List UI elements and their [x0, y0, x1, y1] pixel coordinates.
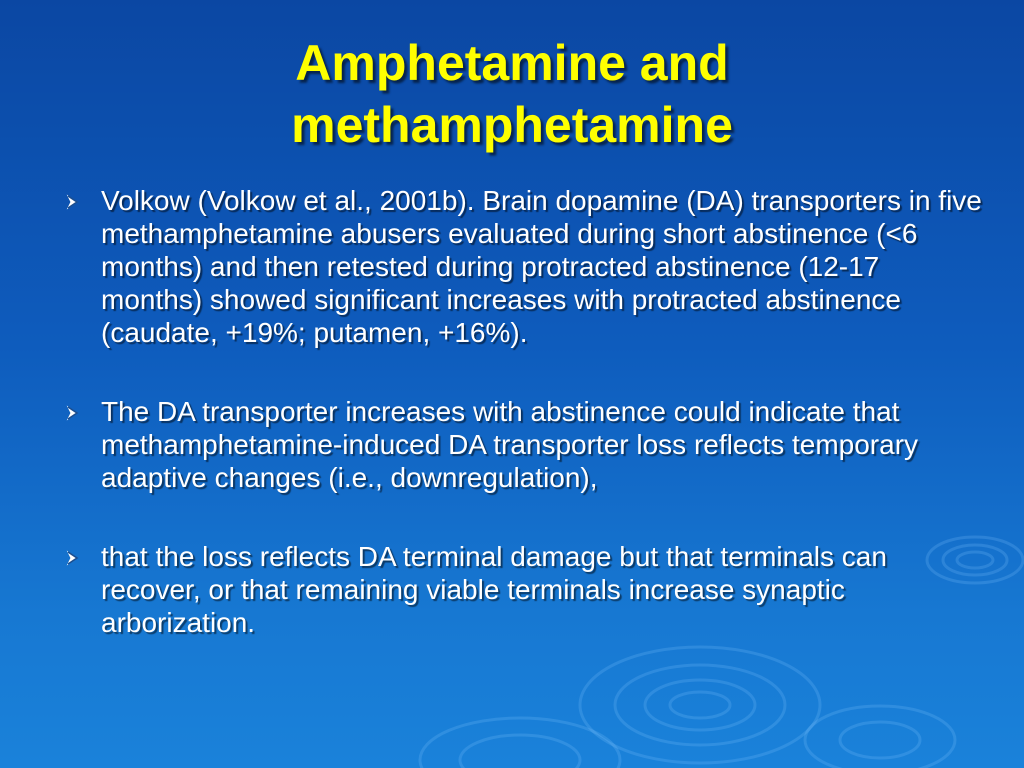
arrow-bullet-icon [65, 194, 81, 210]
arrow-bullet-icon [65, 405, 81, 421]
bullet-item [62, 395, 982, 494]
slide-title [0, 32, 1024, 156]
arrow-bullet-icon [65, 550, 81, 566]
bullet-text: The DA transporter increases with abstinence could indicate that methamphetamine-induced DA transporter loss reflects temporary adaptive changes (i.e., downregulation), [101, 396, 919, 493]
bullet-text: that the loss reflects DA terminal damage but that terminals can recover, or that remaining viable terminals increase synaptic arborization. [101, 541, 887, 638]
slide-title-line-2: methamphetamine [291, 97, 733, 153]
bullet-list [62, 184, 982, 639]
bullet-item [62, 540, 982, 639]
bullet-item [62, 184, 982, 349]
bullet-text: Volkow (Volkow et al., 2001b). Brain dopamine (DA) transporters in five methamphetamine abusers evaluated during short abstinence (<6 months) and then retested during protracted abstinence (12-17 months) showed significant increases with protracted abstinence (caudate, +19%; putamen, +16%). [101, 185, 982, 348]
slide-title-line-1: Amphetamine and [295, 35, 729, 91]
